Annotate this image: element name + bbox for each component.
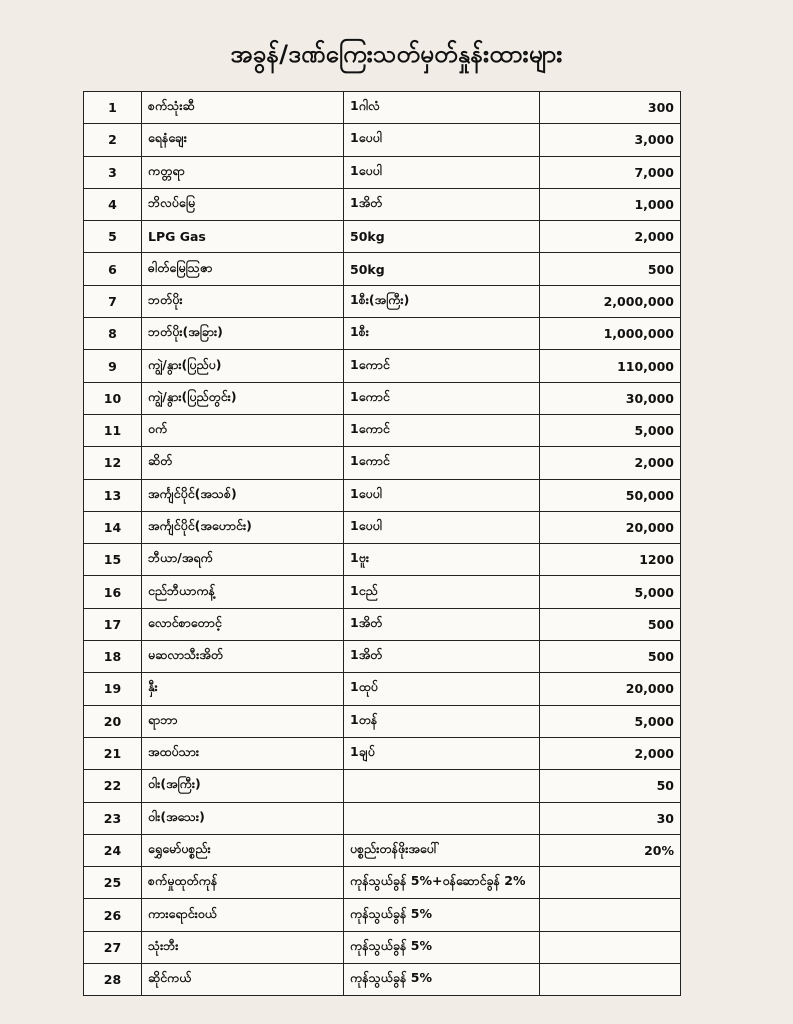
item-name-cell: ရွှေမော်ပစ္စည်း	[142, 834, 344, 866]
unit-cell	[344, 770, 540, 802]
table-row	[84, 479, 681, 511]
amount-cell: 300	[540, 92, 681, 124]
row-number-cell: 2	[84, 124, 142, 156]
unit-cell: 1စီး	[344, 318, 540, 350]
unit-cell: 1ဗူး	[344, 544, 540, 576]
unit-cell: ကုန်သွယ်ခွန် 5%	[344, 964, 540, 996]
item-name-cell: ကျွဲ/နွား(ပြည်ပ)	[142, 350, 344, 382]
amount-cell: 7,000	[540, 156, 681, 188]
amount-cell	[540, 964, 681, 996]
table-row	[84, 770, 681, 802]
amount-cell: 2,000	[540, 221, 681, 253]
amount-cell: 500	[540, 641, 681, 673]
table-row	[84, 705, 681, 737]
row-number-cell: 15	[84, 544, 142, 576]
amount-cell: 50,000	[540, 479, 681, 511]
item-name-cell: အင်္ကျင်ပိုင်(အဟောင်း)	[142, 511, 344, 543]
row-number-cell: 11	[84, 414, 142, 446]
unit-cell: 1ပေပါ	[344, 511, 540, 543]
unit-cell: 1ဂါလံ	[344, 92, 540, 124]
row-number-cell: 7	[84, 285, 142, 317]
table-row	[84, 447, 681, 479]
table-row	[84, 641, 681, 673]
amount-cell: 20,000	[540, 673, 681, 705]
item-name-cell: ကျွဲ/နွား(ပြည်တွင်း)	[142, 382, 344, 414]
row-number-cell: 24	[84, 834, 142, 866]
item-name-cell: ရေနံချေး	[142, 124, 344, 156]
row-number-cell: 8	[84, 318, 142, 350]
item-name-cell: ဝါး(အကြီး)	[142, 770, 344, 802]
row-number-cell: 5	[84, 221, 142, 253]
item-name-cell: LPG Gas	[142, 221, 344, 253]
row-number-cell: 27	[84, 931, 142, 963]
row-number-cell: 22	[84, 770, 142, 802]
item-name-cell: ဝါး(အသေး)	[142, 802, 344, 834]
table-row	[84, 253, 681, 285]
row-number-cell: 20	[84, 705, 142, 737]
amount-cell: 5,000	[540, 414, 681, 446]
unit-cell: 50kg	[344, 221, 540, 253]
item-name-cell: သုံးဘီး	[142, 931, 344, 963]
table-row	[84, 285, 681, 317]
unit-cell: 1ကောင်	[344, 382, 540, 414]
table-row	[84, 350, 681, 382]
table-row	[84, 221, 681, 253]
item-name-cell: အင်္ကျင်ပိုင်(အသစ်)	[142, 479, 344, 511]
table-row	[84, 899, 681, 931]
item-name-cell: ဘတ်ပိုး	[142, 285, 344, 317]
row-number-cell: 12	[84, 447, 142, 479]
unit-cell: 1အိတ်	[344, 188, 540, 220]
unit-cell: 1ပေပါ	[344, 156, 540, 188]
item-name-cell: စက်မှုထုတ်ကုန်	[142, 867, 344, 899]
unit-cell: 1ကောင်	[344, 414, 540, 446]
table-row	[84, 802, 681, 834]
table-row	[84, 576, 681, 608]
item-name-cell: ရာဘာ	[142, 705, 344, 737]
amount-cell: 500	[540, 253, 681, 285]
amount-cell: 1,000,000	[540, 318, 681, 350]
item-name-cell: ဆိတ်	[142, 447, 344, 479]
unit-cell: 1ကောင်	[344, 350, 540, 382]
row-number-cell: 16	[84, 576, 142, 608]
row-number-cell: 14	[84, 511, 142, 543]
unit-cell: 1အိတ်	[344, 608, 540, 640]
row-number-cell: 6	[84, 253, 142, 285]
amount-cell: 5,000	[540, 576, 681, 608]
table-row	[84, 414, 681, 446]
table-row	[84, 964, 681, 996]
unit-cell: 1ပေပါ	[344, 479, 540, 511]
table-row	[84, 92, 681, 124]
unit-cell: 1ကောင်	[344, 447, 540, 479]
amount-cell: 110,000	[540, 350, 681, 382]
item-name-cell: လောင်စာတောင့်	[142, 608, 344, 640]
item-name-cell: မဆလာသီးအိတ်	[142, 641, 344, 673]
unit-cell: ကုန်သွယ်ခွန် 5%+ဝန်ဆောင်ခွန် 2%	[344, 867, 540, 899]
unit-cell: ကုန်သွယ်ခွန် 5%	[344, 899, 540, 931]
unit-cell: ပစ္စည်းတန်ဖိုးအပေါ်	[344, 834, 540, 866]
unit-cell: 50kg	[344, 253, 540, 285]
amount-cell: 1,000	[540, 188, 681, 220]
amount-cell: 1200	[540, 544, 681, 576]
amount-cell: 5,000	[540, 705, 681, 737]
unit-cell	[344, 802, 540, 834]
unit-cell: 1ငည်	[344, 576, 540, 608]
row-number-cell: 13	[84, 479, 142, 511]
amount-cell: 3,000	[540, 124, 681, 156]
row-number-cell: 23	[84, 802, 142, 834]
row-number-cell: 4	[84, 188, 142, 220]
unit-cell: 1တန်	[344, 705, 540, 737]
row-number-cell: 25	[84, 867, 142, 899]
item-name-cell: ကားရောင်းဝယ်	[142, 899, 344, 931]
item-name-cell: စက်သုံးဆီ	[142, 92, 344, 124]
tax-rate-table	[83, 91, 681, 996]
unit-cell: 1စီး(အကြီး)	[344, 285, 540, 317]
amount-cell	[540, 899, 681, 931]
unit-cell: 1အိတ်	[344, 641, 540, 673]
item-name-cell: အထပ်သား	[142, 737, 344, 769]
row-number-cell: 1	[84, 92, 142, 124]
table-row	[84, 188, 681, 220]
item-name-cell: ဝက်	[142, 414, 344, 446]
amount-cell: 30,000	[540, 382, 681, 414]
unit-cell: 1ပေပါ	[344, 124, 540, 156]
row-number-cell: 19	[84, 673, 142, 705]
tax-rate-table-body	[84, 92, 681, 996]
amount-cell: 20%	[540, 834, 681, 866]
table-row	[84, 382, 681, 414]
item-name-cell: ဘီယာ/အရက်	[142, 544, 344, 576]
amount-cell	[540, 931, 681, 963]
unit-cell: 1ချပ်	[344, 737, 540, 769]
table-row	[84, 931, 681, 963]
table-row	[84, 318, 681, 350]
unit-cell: ကုန်သွယ်ခွန် 5%	[344, 931, 540, 963]
table-row	[84, 544, 681, 576]
table-row	[84, 511, 681, 543]
item-name-cell: ဘိလပ်မြေ	[142, 188, 344, 220]
item-name-cell: ဘတ်ပိုး(အခြား)	[142, 318, 344, 350]
table-row	[84, 124, 681, 156]
amount-cell: 50	[540, 770, 681, 802]
amount-cell: 2,000	[540, 737, 681, 769]
unit-cell: 1ထုပ်	[344, 673, 540, 705]
table-row	[84, 737, 681, 769]
row-number-cell: 21	[84, 737, 142, 769]
amount-cell	[540, 867, 681, 899]
amount-cell: 500	[540, 608, 681, 640]
table-row	[84, 867, 681, 899]
amount-cell: 2,000,000	[540, 285, 681, 317]
item-name-cell: ဓါတ်မြေဩဇာ	[142, 253, 344, 285]
row-number-cell: 17	[84, 608, 142, 640]
table-row	[84, 156, 681, 188]
table-row	[84, 834, 681, 866]
item-name-cell: နှီး	[142, 673, 344, 705]
amount-cell: 2,000	[540, 447, 681, 479]
table-row	[84, 673, 681, 705]
row-number-cell: 26	[84, 899, 142, 931]
table-row	[84, 608, 681, 640]
item-name-cell: ကတ္တရာ	[142, 156, 344, 188]
row-number-cell: 3	[84, 156, 142, 188]
row-number-cell: 28	[84, 964, 142, 996]
row-number-cell: 10	[84, 382, 142, 414]
page-title: အခွန်/ဒဏ်ကြေးသတ်မှတ်နှုန်းထားများ	[230, 40, 563, 68]
item-name-cell: ငည်ဘီယာကန့်	[142, 576, 344, 608]
row-number-cell: 18	[84, 641, 142, 673]
amount-cell: 20,000	[540, 511, 681, 543]
row-number-cell: 9	[84, 350, 142, 382]
amount-cell: 30	[540, 802, 681, 834]
item-name-cell: ဆိုင်ကယ်	[142, 964, 344, 996]
